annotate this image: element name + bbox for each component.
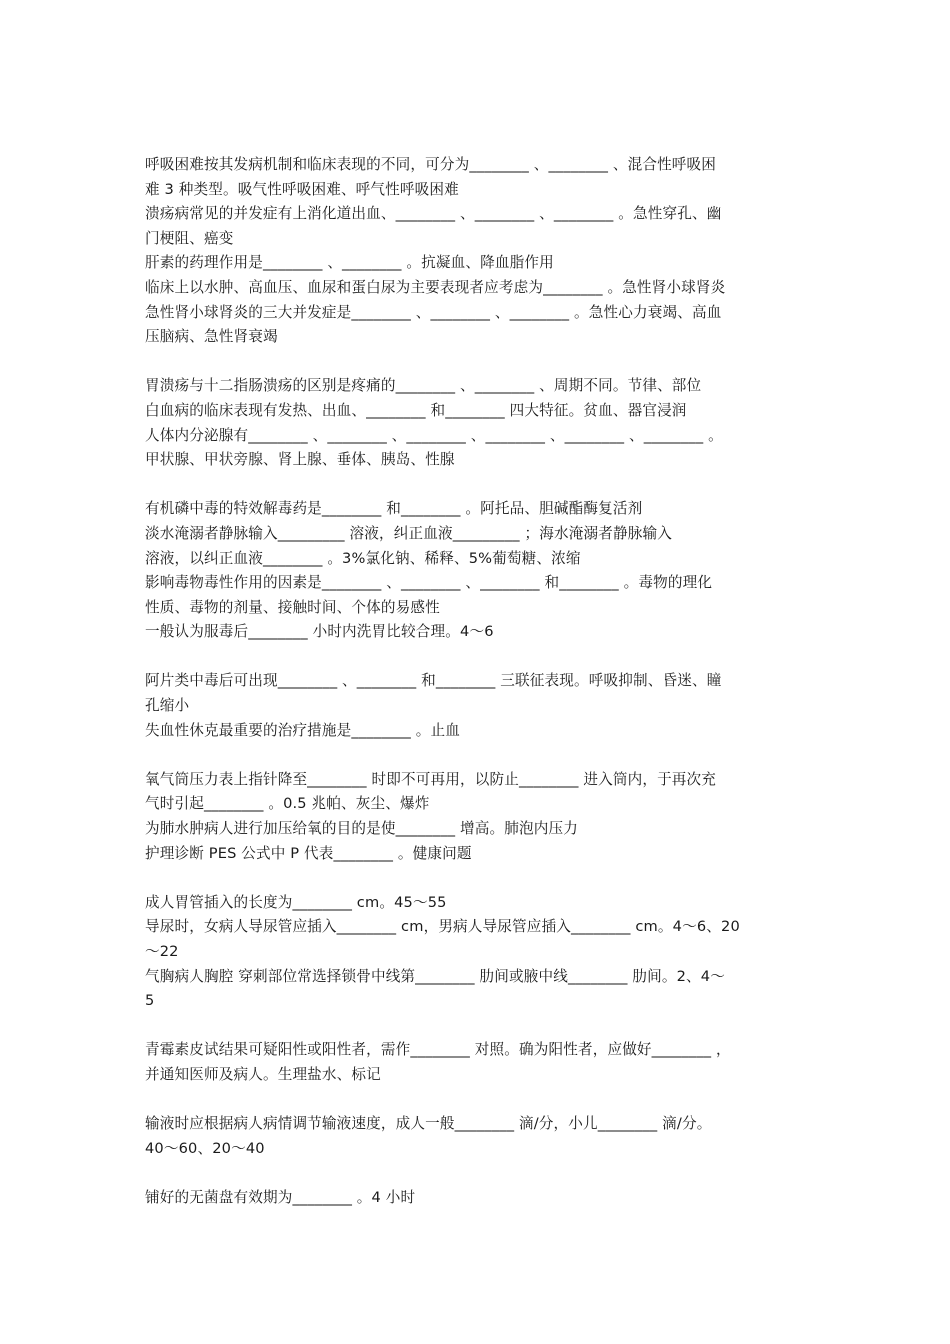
- paragraph-gap: [145, 1014, 815, 1039]
- paragraph-gap: [145, 1088, 815, 1113]
- text-line: 输液时应根据病人病情调节输液速度，成人一般________ 滴/分，小儿________ 滴/分。: [145, 1115, 712, 1133]
- paragraph-gap: [145, 1161, 815, 1186]
- paragraph-gap: [145, 866, 815, 891]
- text-line: 压脑病、急性肾衰竭: [145, 328, 278, 346]
- paragraph-gap: [145, 743, 815, 768]
- text-line: 溶液，以纠正血液________ 。3%氯化钠、稀释、5%葡萄糖、浓缩: [145, 549, 581, 567]
- text-line: 临床上以水肿、高血压、血尿和蛋白尿为主要表现者应考虑为________ 。急性肾小球肾炎: [145, 278, 726, 296]
- text-line: 并通知医师及病人。生理盐水、标记: [145, 1065, 381, 1083]
- text-line: 影响毒物毒性作用的因素是________ 、________ 、________ 和________ 。毒物的理化: [145, 574, 713, 592]
- text-line: 有机磷中毒的特效解毒药是________ 和________ 。阿托品、胆碱酯酶复活剂: [145, 500, 643, 518]
- text-line: 肝素的药理作用是________ 、________ 。抗凝血、降血脂作用: [145, 254, 554, 272]
- text-line: 一般认为服毒后________ 小时内洗胃比较合理。4～6: [145, 623, 494, 641]
- text-line: 为肺水肿病人进行加压给氧的目的是使________ 增高。肺泡内压力: [145, 820, 578, 838]
- text-line: 呼吸困难按其发病机制和临床表现的不同，可分为________ 、________ 、混合性呼吸困: [145, 156, 717, 173]
- text-line: 气时引起________ 。0.5 兆帕、灰尘、爆炸: [145, 795, 430, 813]
- text-line: 白血病的临床表现有发热、出血、________ 和________ 四大特征。贫血、器官浸润: [145, 401, 687, 419]
- text-line: 性质、毒物的剂量、接触时间、个体的易感性: [145, 598, 440, 616]
- text-line: 人体内分泌腺有________ 、________ 、________ 、________ 、________ 、________ 。: [145, 426, 723, 444]
- text-line: 孔缩小: [145, 697, 190, 715]
- text-line: 失血性休克最重要的治疗措施是________ 。止血: [145, 721, 461, 739]
- paragraph-gap: [145, 645, 815, 670]
- text-line: 40～60、20～40: [145, 1139, 265, 1157]
- text-line: 护理诊断 PES 公式中 P 代表________ 。健康问题: [145, 844, 472, 862]
- text-line: 导尿时，女病人导尿管应插入________ cm，男病人导尿管应插入________ cm。4～6、20: [145, 918, 740, 936]
- text-line: 淡水淹溺者静脉输入_________ 溶液，纠正血液_________ ；海水淹溺者静脉输入: [145, 524, 672, 542]
- text-line: 甲状腺、甲状旁腺、肾上腺、垂体、胰岛、性腺: [145, 451, 455, 469]
- text-line: 难 3 种类型。吸气性呼吸困难、呼气性呼吸困难: [145, 180, 459, 198]
- text-line: 成人胃管插入的长度为________ cm。45～55: [145, 893, 447, 911]
- paragraph-gap: [145, 473, 815, 498]
- text-line: 溃疡病常见的并发症有上消化道出血、________ 、________ 、________ 。急性穿孔、幽: [145, 205, 722, 223]
- text-line: 急性肾小球肾炎的三大并发症是________ 、________ 、________ 。急性心力衰竭、高血: [145, 303, 722, 321]
- text-line: 氧气筒压力表上指针降至________ 时即不可再用，以防止________ 进入筒内，于再次充: [145, 770, 717, 788]
- text-line: 5: [145, 992, 155, 1010]
- text-line: ～22: [145, 943, 179, 960]
- text-line: 胃溃疡与十二指肠溃疡的区别是疼痛的________ 、________ 、周期不同。节律、部位: [145, 377, 702, 395]
- text-line: 青霉素皮试结果可疑阳性或阳性者，需作________ 对照。确为阳性者，应做好________ ，: [145, 1041, 731, 1059]
- document-body: [145, 153, 815, 1211]
- text-line: 铺好的无菌盘有效期为________ 。4 小时: [145, 1188, 416, 1206]
- paragraph-gap: [145, 350, 815, 375]
- text-line: 气胸病人胸腔 穿刺部位常选择锁骨中线第________ 肋间或腋中线________ 肋间。2、4～: [145, 967, 725, 985]
- text-line: 门梗阻、癌变: [145, 229, 234, 247]
- text-line: 阿片类中毒后可出现________ 、________ 和________ 三联征表现。呼吸抑制、昏迷、瞳: [145, 672, 722, 690]
